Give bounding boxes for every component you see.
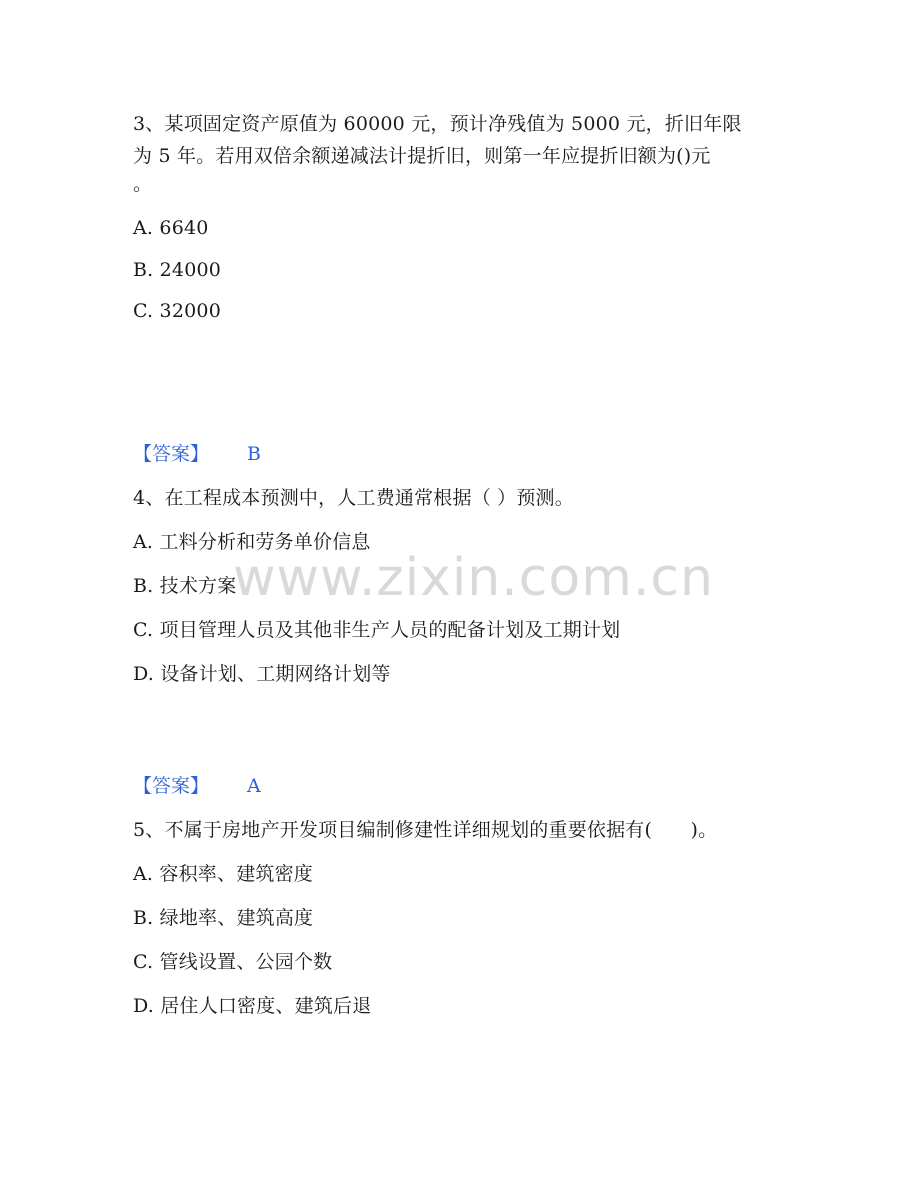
question-5-option-b: B. 绿地率、建筑高度 — [133, 907, 314, 929]
question-5-option-c: C. 管线设置、公园个数 — [133, 951, 333, 973]
question-5-option-d: D. 居住人口密度、建筑后退 — [133, 995, 372, 1017]
question-4-answer — [133, 774, 261, 798]
question-3-text-line-1: 3、某项固定资产原值为 60000 元，预计净残值为 5000 元，折旧年限 — [133, 113, 742, 135]
question-3-text-line-3: 。 — [133, 173, 153, 195]
question-4-option-c: C. 项目管理人员及其他非生产人员的配备计划及工期计划 — [133, 619, 621, 641]
question-3-text-line-2: 为 5 年。若用双倍余额递减法计提折旧，则第一年应提折旧额为()元 — [133, 145, 711, 167]
question-3-option-c: C. 32000 — [133, 300, 221, 322]
question-5-option-a: A. 容积率、建筑密度 — [133, 863, 314, 885]
question-4-option-a: A. 工料分析和劳务单价信息 — [133, 531, 371, 553]
question-4-option-d: D. 设备计划、工期网络计划等 — [133, 663, 391, 685]
question-4-text: 4、在工程成本预测中，人工费通常根据（ ）预测。 — [133, 487, 574, 509]
question-4-option-b: B. 技术方案 — [133, 575, 237, 597]
watermark: www.zixin.com.cn — [233, 548, 714, 608]
question-3-option-a: A. 6640 — [133, 217, 209, 239]
question-5-text: 5、不属于房地产开发项目编制修建性详细规划的重要依据有( )。 — [133, 819, 718, 841]
question-3-option-b: B. 24000 — [133, 259, 222, 281]
answer-label: 【答案】 — [133, 775, 210, 797]
question-3-answer — [133, 442, 261, 466]
answer-value: A — [247, 775, 261, 797]
answer-value: B — [247, 443, 261, 465]
answer-label: 【答案】 — [133, 443, 210, 465]
